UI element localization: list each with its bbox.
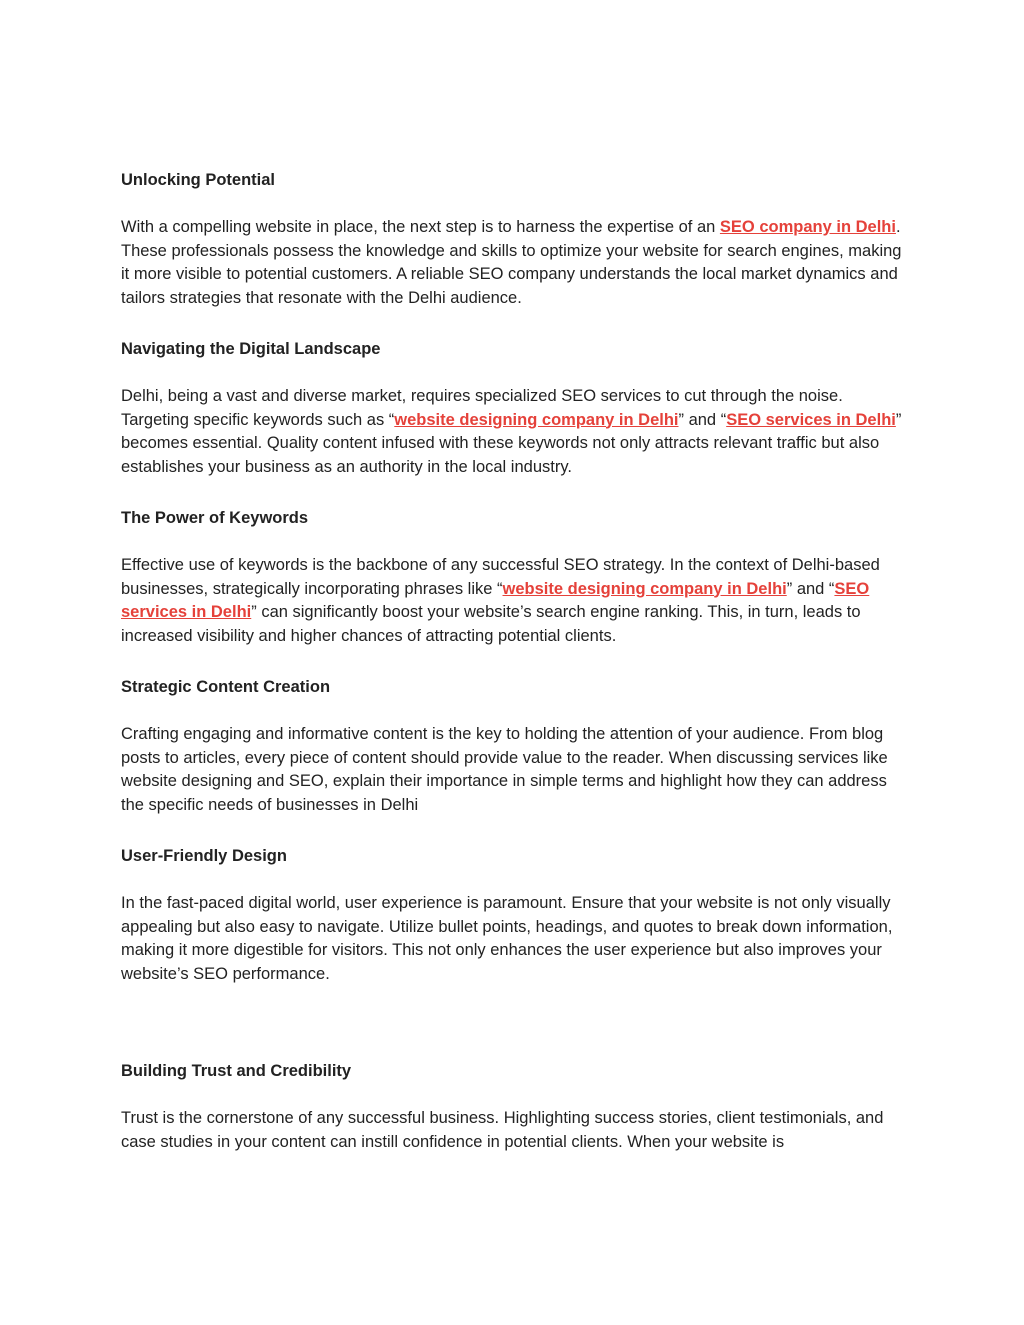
paragraph-text: ” and “ [786,579,835,598]
paragraph-text: ” becomes essential. Quality content infused with these keywords not only attracts relevant traffic but also establishes your business as an authority in the local industry. [121,410,902,476]
seo-services-in-delhi-link[interactable]: SEO services in Delhi [121,579,870,621]
section-heading-building-trust: Building Trust and Credibility [121,1062,352,1080]
section-paragraph-power-of-keywords [121,554,911,648]
seo-services-in-delhi-link[interactable]: SEO services in Delhi [726,410,896,429]
paragraph-text: ” can significantly boost your website’s search engine ranking. This, in turn, leads to increased visibility and higher chances of attracting potential clients. [121,603,861,645]
website-designing-company-link[interactable]: website designing company in Delhi [394,410,679,429]
section-paragraph-unlocking-potential [121,216,911,310]
website-designing-company-link[interactable]: website designing company in Delhi [502,579,787,598]
seo-company-in-delhi-link[interactable]: SEO company in Delhi [719,218,896,236]
section-paragraph-building-trust: Trust is the cornerstone of any successful business. Highlighting success stories, client testimonials, and case studies in your content can instill confidence in potential clients. When your website is [121,1109,884,1151]
document-page [121,166,911,1154]
section-heading-strategic-content-creation: Strategic Content Creation [121,678,331,696]
section-heading-user-friendly-design: User-Friendly Design [121,847,287,865]
paragraph-text: Delhi, being a vast and diverse market, requires specialized SEO services to cut through the noise. Targeting specific keywords such as “ [121,387,843,429]
paragraph-text: ” and “ [678,410,727,429]
section-heading-unlocking-potential: Unlocking Potential [121,171,276,189]
paragraph-text: Effective use of keywords is the backbone of any successful SEO strategy. In the context of Delhi-based businesses, strategically incorporating phrases like “ [121,556,880,598]
section-heading-navigating-digital-landscape: Navigating the Digital Landscape [121,340,381,358]
section-paragraph-navigating-digital-landscape [121,385,911,479]
section-paragraph-user-friendly-design: In the fast-paced digital world, user experience is paramount. Ensure that your website is not only visually appealing but also easy to navigate. Utilize bullet points, headings, and quotes to break down information, making it more digestible for visitors. This not only enhances the user experience but also improves your website’s SEO performance. [121,894,893,983]
section-paragraph-strategic-content-creation: Crafting engaging and informative content is the key to holding the attention of your audience. From blog posts to articles, every piece of content should provide value to the reader. When discussing services like website designing and SEO, explain their importance in simple terms and highlight how they can address the specific needs of businesses in Delhi [121,725,888,814]
section-heading-power-of-keywords: The Power of Keywords [121,509,309,527]
paragraph-text: . These professionals possess the knowledge and skills to optimize your website for search engines, making it more visible to potential customers. A reliable SEO company understands the local market dynamics and tailors strategies that resonate with the Delhi audience. [121,218,902,307]
paragraph-text: With a compelling website in place, the next step is to harness the expertise of an [121,218,720,236]
